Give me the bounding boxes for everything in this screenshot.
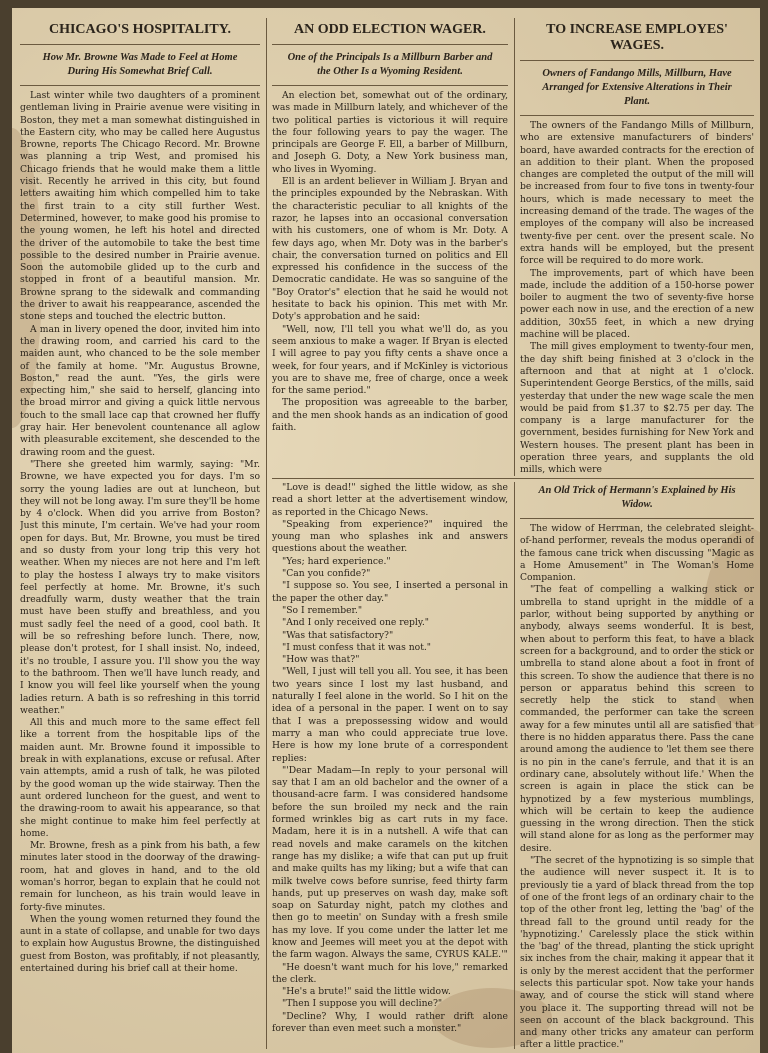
paragraph: The widow of Herrman, the celebrated sleight-of-hand performer, reveals the modus operandi of the famous cane trick when discussing "Magic as a Home Amusement" in The Woman's Home Companion. <box>520 523 754 584</box>
paragraph: An election bet, somewhat out of the ordinary, was made in Millburn lately, and whichever of the two political parties is victorious it will require the four following years to pay the wager. The principals are George F. Ell, a barber of Millburn, and Joseph G. Doty, a New York business man, who lives in Wyoming. <box>272 90 508 175</box>
paragraph: The mill gives employment to twenty-four men, the day shift being finished at 3 o'clock in the afternoon and that at night at 1 o'clock. Superintendent George Berstics, of the mills, said yesterday that under the new wage scale the men would be paid from $1.37 to $2.75 per day. The company is a large manufacturer for the government, besides furnishing for New York and Western houses. The present plant has been in operation three years, and supplants the old mills, which were <box>520 341 754 476</box>
paragraph: "Yes; hard experience." <box>282 555 391 567</box>
article-increase-wages <box>520 18 754 476</box>
article-chicagos-hospitality <box>20 18 260 1049</box>
paragraph: The improvements, part of which have been made, include the addition of a 150-horse power boiler to augment the two of seventy-five horse power each now in use, and the erection of a new addition, 30x55 feet, in which a new drying machine will be placed. <box>520 267 754 341</box>
paragraph: "Speaking from experience?" inquired the young man who splashes ink and answers questions about the weather. <box>272 518 508 555</box>
paragraph: "I suppose so. You see, I inserted a personal in the paper the other day." <box>272 580 508 604</box>
paragraph: "So I remember." <box>282 604 363 616</box>
paragraph: Ell is an ardent believer in William J. Bryan and the principles expounded by the Nebraskan. With the characteristic peculiar to all knights of the razor, he lapses into an occasional conversation with his customers, one of whom is Mr. Doty. A few days ago, when Mr. Doty was in the barber's chair, the conversation turned on politics and Ell expressed his confidence in the success of the Democratic candidate. He was so sanguine of the "Boy Orator's" election that he said he would not hesitate to back his opinion. This met with Mr. Doty's approbation and he said: <box>272 176 508 323</box>
subheadline: How Mr. Browne Was Made to Feel at Home During His Somewhat Brief Call. <box>20 49 260 86</box>
subheadline: Owners of Fandango Mills, Millburn, Have Arranged for Extensive Alterations in Their Plant. <box>520 65 754 116</box>
paragraph: "The secret of the hypnotizing is so simple that the audience will never suspect it. It is to previously tie a yard of black thread from the top of one of the front legs of an ordinary chair to the top of the other front leg, letting the 'bag' of the thread fall to the ground until ready for the 'hypnotizing.' Carelessly place the stick within the 'bag' of the thread, planting the stick upright six inches from the chair, making it appear that it is only by the merest accident that the performer selects this particular spot. Now take your hands away, and of course the stick will stand where you place it. The supporting thread will not be seen on account of the black background. This and many other tricks any amateur can perform after a little practice." <box>520 855 754 1049</box>
newspaper-page <box>12 8 760 1053</box>
paragraph: "Love is dead!" sighed the little widow, as she read a short letter at the advertisement window, as reported in the Chicago News. <box>272 482 508 518</box>
paragraph: All this and much more to the same effect fell like a torrent from the hospitable lips of the maiden aunt. Mr. Browne found it impossible to break in with explanations, excuse or refusal. After vain attempts, amid a rush of talk, he was piloted by the good woman up the wide stairway. Then the aunt ordered luncheon for the guest, and went to the drawing-room to await his appearance, so that she might continue to make him feel perfectly at home. <box>20 717 260 839</box>
paragraph: "He doesn't want much for his love," remarked the clerk. <box>272 961 508 985</box>
paragraph: "Well, I just will tell you all. You see, it has been two years since I lost my last husband, and naturally I feel alone in the world. So I hit on the idea of a personal in the paper. I went on to say that I was a prepossessing widow and would marry a man who could appreciate true love. Here is how my lone brute of a correspondent replies: <box>272 666 508 764</box>
paragraph: "How was that?" <box>282 654 360 666</box>
paragraph: A man in livery opened the door, invited him into the drawing room, and carried his card to the maiden aunt, who chanced to be the sole member of the family at home. "Mr. Augustus Browne, Boston," read the aunt. "Yes, the girls were expecting him," she said to herself, glancing into the broad mirror and giving a quick little nervous touch to the small lace cap that crowned her fluffy gray hair. Her benevolent countenance all aglow with pleasurable excitement, she descended to the drawing room and the guest. <box>20 323 260 458</box>
paragraph: "He's a brute!" said the little widow. <box>282 986 451 998</box>
paragraph: "Then I suppose you will decline?" <box>282 998 443 1010</box>
subheadline: An Old Trick of Hermann's Explained by His Widow. <box>520 482 754 519</box>
article-hermann-cane-trick <box>520 482 754 1049</box>
headline: AN ODD ELECTION WAGER. <box>272 18 508 45</box>
paragraph: "Was that satisfactory?" <box>282 629 394 641</box>
column-rule <box>514 482 515 1049</box>
paragraph: The proposition was agreeable to the barber, and the men shook hands as an indication of good faith. <box>272 397 508 434</box>
section-rule <box>272 478 754 479</box>
paragraph: "Can you confide?" <box>282 568 371 580</box>
paragraph: "'Dear Madam—In reply to your personal will say that I am an old bachelor and the owner of a thousand-acre farm. I was considered handsome before the sun broiled my neck and the rain formed wrinkles big as cart ruts in my face. Madam, here it is in a nutshell. A wife that can read novels and make caramels on the kitchen range has my dislike; a wife that can put up fruit and make quilts has my liking; but a wife that can milk twelve cows before sunrise, feed thirty farm hands, put up preserves on wash day, make soft soap on Saturday night, patch my clothes and then go to meetin' on Sunday with a fresh smile has my love. If you come under the latter let me know and Jeemes will meet you at the depot with the farm wagon. Always the same, CYRUS KALE.'" <box>272 764 508 961</box>
column-rule <box>266 18 267 1049</box>
article-odd-election-wager <box>272 18 508 476</box>
article-love-is-dead <box>272 482 508 1049</box>
paragraph: "Decline? Why, I would rather drift alone forever than even meet such a monster." <box>272 1010 508 1035</box>
headline: TO INCREASE EMPLOYES' WAGES. <box>520 18 754 61</box>
paragraph: Mr. Browne, fresh as a pink from his bath, a few minutes later stood in the doorway of the drawing-room, hat and gloves in hand, and to the old woman's horror, began to explain that he could not remain for luncheon, as his train would leave in forty-five minutes. <box>20 840 260 913</box>
paragraph: "Well, now, I'll tell you what we'll do, as you seem anxious to make a wager. If Bryan is elected I will agree to pay you fifty cents a shave once a week, for four years, and if McKinley is victorious you are to shave me, free of charge, once a week for the same period." <box>272 323 508 397</box>
paragraph: When the young women returned they found the aunt in a state of collapse, and unable for two days to explain how Augustus Browne, the distinguished guest from Boston, was profitably, if not pleasantly, entertained during his brief call at their home. <box>20 913 260 975</box>
paragraph: "And I only received one reply." <box>282 617 429 629</box>
headline: CHICAGO'S HOSPITALITY. <box>20 18 260 45</box>
paragraph: "I must confess that it was not." <box>282 641 432 653</box>
paragraph: The owners of the Fandango Mills of Millburn, who are extensive manufacturers of binders' board, have awarded contracts for the erection of an addition to their plant. When the proposed changes are completed the output of the mill will be increased from four to five tons in twenty-four hours, which is made necessary to meet the increasing demand of the trade. The wages of the employes of the company will also be increased twenty-five per cent. over the present scale. No extra hands will be employed, but the present force will be required to do more work. <box>520 120 754 267</box>
paragraph: Last winter while two daughters of a prominent gentleman living in Prairie avenue were visiting in Boston, they met a man somewhat distinguished in the Eastern city, who may be called here Augustus Browne, reports The Chicago Record. Mr. Browne was planning a trip West, and promised his Chicago friends that he would make them a little visit. Recently he arrived in this city, but found letters awaiting him which compelled him to take the first train to a city still further West. Determined, however, to make good his promise to the young women, he left his hotel and directed the driver of the automobile to take the best time possible to the desired number in Prairie avenue. Soon the automobile glided up to the curb and stopped in front of a beautiful mansion. Mr. Browne sprang to the sidewalk and commanding the driver to await his reappearance, ascended the stone steps and touched the electric button. <box>20 90 260 323</box>
paragraph: "The feat of compelling a walking stick or umbrella to stand upright in the middle of a parlor, without being supported by anything or anybody, always seems wonderful. It is best, when about to perform this feat, to have a black screen for a background, and to order the stick or umbrella to stand alone about a foot in front of this screen. To show the audience that there is no person or apparatus behind this screen to secretly help the stick to stand when commanded, the performer can take the screen away for a few minutes until all are satisfied that there is no hidden apparatus there. Pass the cane around among the audience to 'let them see there is no pin in the cane's ferrule, and that it is an ordinary cane, absolutely without life.' When the screen is again in place the stick can be hypnotized by a few mysterious mumblings, which will be certain to keep the audience guessing in the wrong direction. Then the stick will stand alone for as long as the performer may desire. <box>520 584 754 854</box>
subheadline: One of the Principals Is a Millburn Barber and the Other Is a Wyoming Resident. <box>272 49 508 86</box>
column-rule <box>514 18 515 476</box>
paragraph: "There she greeted him warmly, saying: "Mr. Browne, we have expected you for days. I'm so sorry the young ladies are out at luncheon, but they will not be long away. I'm sure they'll be home by 4 o'clock. When did you arrive from Boston? Just this minute, I'm certain. We've had your room open for days. But, Mr. Browne, you must be tired and so dusty from your long trip this very hot weather. When my nieces are not here and I'm left to play the hostess I always try to make visitors feel perfectly at home. Mr. Browne, it's such dreadfully warm, dusty weather that the train must have been stuffy and breathless, and you must sadly feel the need of a good, cool bath. It will be so refreshing before lunch. There, now, please don't protest, for I shall insist. No, indeed, it's no trouble, I assure you. I'll show you the way to the bathroom. Then we'll have lunch ready, and I know you will feel like yourself when the young ladies return. A bath is so refreshing in this torrid weather." <box>20 458 260 716</box>
